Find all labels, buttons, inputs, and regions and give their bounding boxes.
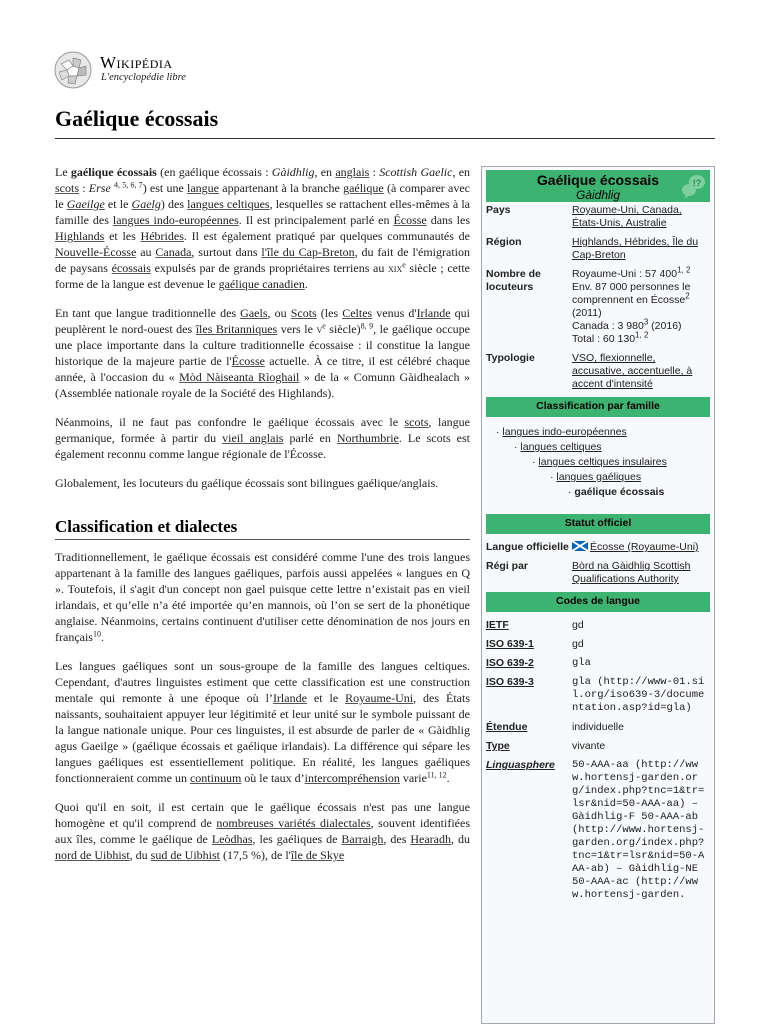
- infobox-title: Gaélique écossais: [536, 172, 660, 188]
- family-item[interactable]: langues indo-européennes: [502, 426, 627, 438]
- infobox-key: Typologie: [486, 352, 535, 364]
- speakers-ecosse: Env. 87 000 personnes le comprennent en Écosse: [572, 281, 691, 306]
- link-nord-uibhist[interactable]: nord de Uibhist: [55, 848, 130, 862]
- official-language-value[interactable]: Écosse (Royaume-Uni): [590, 541, 699, 553]
- infobox-row-locuteurs: [486, 266, 710, 350]
- family-item[interactable]: langues celtiques insulaires: [538, 456, 667, 468]
- ref-sup[interactable]: 1, 2: [677, 265, 691, 275]
- link-leodhas[interactable]: Leòdhas: [211, 832, 253, 846]
- speakers-uk: Royaume-Uni : 57 400: [572, 268, 678, 280]
- infobox-row-pays: [486, 202, 710, 234]
- speakers-total: Total : 60 130: [572, 333, 636, 345]
- infobox-value[interactable]: Highlands, Hébrides, Île du Cap-Breton: [572, 236, 699, 261]
- ref-sup[interactable]: 3: [643, 317, 649, 327]
- infobox-row-etendue: [486, 719, 710, 738]
- infobox-value: gd: [572, 619, 584, 631]
- family-item-current: gaélique écossais: [574, 486, 665, 498]
- infobox-row-iso6392: [486, 655, 710, 674]
- infobox-key: Type: [486, 740, 510, 752]
- link-hearadh[interactable]: Hearadh: [410, 832, 451, 846]
- link-ile-du-cap-breton[interactable]: l'île du Cap-Breton: [261, 245, 355, 259]
- infobox-key: Région: [486, 236, 522, 248]
- link-hebrides[interactable]: Hébrides: [140, 229, 184, 243]
- infobox-key: Régi par: [486, 560, 529, 572]
- link-langues-indo-europeennes[interactable]: langues indo-européennes: [112, 213, 239, 227]
- link-irlande[interactable]: Irlande: [416, 306, 451, 320]
- infobox-row-region: [486, 234, 710, 266]
- infobox-row-linguasphere: [486, 757, 710, 906]
- link-gaels[interactable]: Gaels: [240, 306, 268, 320]
- infobox-key: Étendue: [486, 721, 528, 733]
- infobox-header: [486, 170, 710, 202]
- link-nouvelle-ecosse[interactable]: Nouvelle-Écosse: [55, 245, 137, 259]
- infobox-key: ISO 639-2: [486, 657, 534, 669]
- infobox-row-iso6391: [486, 636, 710, 655]
- wikipedia-logo[interactable]: [53, 50, 253, 90]
- infobox-row-langue-officielle: [486, 539, 710, 558]
- paragraph-gaels: En tant que langue traditionnelle des Gaels, ou Scots (les Celtes venus d'Irlande qui peuplèrent le nord-ouest des îles Britanniques vers le $v^e$ siècle)$^{8, 9}$, le gaélique occupe une place importante dans la culture traditionnelle écossaise : il constitue la langue historique de la majeure partie de l'Écosse actuelle. À ce titre, il est célébré chaque année, à l'occasion du « Mòd Nàiseanta Rìoghail » de la « Comunn Gàidhealach » (Assemblée nationale royale de la Société des Highlands).: [55, 306, 471, 400]
- infobox-key: IETF: [486, 619, 509, 631]
- link-langue[interactable]: langue: [187, 181, 220, 195]
- link-scots-peuple[interactable]: Scots: [290, 306, 317, 320]
- infobox-row-typologie: [486, 350, 710, 395]
- infobox-key: Nombre de locuteurs: [486, 268, 541, 293]
- infobox-section-status: Statut officiel: [486, 514, 710, 534]
- link-intercomprehension[interactable]: intercompréhension: [304, 771, 400, 785]
- wikipedia-globe-icon: [53, 50, 93, 90]
- link-gaelique[interactable]: gaélique: [343, 181, 384, 195]
- link-langues-celtiques[interactable]: langues celtiques: [187, 197, 270, 211]
- link-canada[interactable]: Canada: [155, 245, 192, 259]
- paragraph-dialectes: Quoi qu'il en soit, il est certain que le gaélique écossais n'est pas une langue homogène et qu'il comprend de nombreuses variétés dialectales, souvent identifiées aux îles, comme le gaélique de Leòdhas, les gaéliques de Barraigh, des Hearadh, du nord de Uibhist, du sud de Uibhist (17,5 %), de l'île de Skye: [55, 800, 470, 862]
- infobox-row-ietf: [486, 617, 710, 636]
- link-anglais[interactable]: anglais: [335, 165, 370, 179]
- link-gaeilge[interactable]: Gaeilge: [66, 197, 105, 211]
- ref-sup[interactable]: 2: [685, 291, 690, 301]
- article-body: [55, 164, 470, 876]
- infobox-value[interactable]: VSO, flexionnelle, accusative, accentuelle, à accent d'intensité: [572, 352, 693, 390]
- link-ile-skye[interactable]: île de Skye: [290, 848, 345, 862]
- speakers-canada-year: (2016): [648, 320, 682, 332]
- ref-sup[interactable]: 1, 2: [635, 330, 649, 340]
- scotland-flag-icon: [572, 541, 588, 551]
- infobox-value: gd: [572, 638, 584, 650]
- infobox-value: [572, 265, 710, 346]
- page-title: Gaélique écossais: [55, 106, 219, 131]
- infobox-row-regi-par: [486, 558, 710, 590]
- link-ecosse-2[interactable]: Écosse: [231, 354, 265, 368]
- link-highlands[interactable]: Highlands: [55, 229, 105, 243]
- link-northumbrie[interactable]: Northumbrie: [336, 431, 399, 445]
- speech-bubble-icon: [680, 173, 706, 199]
- link-vieil-anglais[interactable]: vieil anglais: [222, 431, 284, 445]
- family-item[interactable]: langues celtiques: [520, 441, 602, 453]
- link-gaelg[interactable]: Gaelg: [131, 197, 161, 211]
- infobox-value: vivante: [572, 740, 606, 752]
- link-royaume-uni[interactable]: Royaume-Uni: [345, 691, 414, 705]
- infobox-value[interactable]: 50-AAA-aa (http://www.hortensj-garden.org/index.php?tnc=1&tr=lsr&nid=50-AAA-aa) – Gàidhlig-F 50-AAA-ab (http://www.hortensj-garden.org/index.php?tnc=1&tr=lsr&nid=50-AAA-ab) – Gàidhlig-NE 50-AAA-ac (http://www.hortensj-garden.: [572, 759, 705, 901]
- infobox-value[interactable]: gla (http://www-01.sil.org/iso639-3/documentation.asp?id=gla): [572, 676, 705, 714]
- infobox-key: ISO 639-1: [486, 638, 534, 650]
- link-barraigh[interactable]: Barraigh: [341, 832, 384, 846]
- family-tree: · langues indo-européennes · langues celtiques · langues celtiques insulaires · langues gaéliques · gaélique écossais: [496, 426, 667, 498]
- speakers-year: (2011): [572, 307, 602, 319]
- infobox-key: Linguasphere: [486, 759, 555, 771]
- link-ecosse[interactable]: Écosse: [393, 213, 427, 227]
- link-mod[interactable]: Mòd Nàiseanta Rìoghail: [179, 370, 300, 384]
- infobox-row-iso6393: [486, 674, 710, 719]
- infobox-key: Langue officielle: [486, 541, 569, 553]
- link-varietes-dialectales[interactable]: nombreuses variétés dialectales: [216, 816, 371, 830]
- paragraph-sous-groupe: Les langues gaéliques sont un sous-groupe de la famille des langues celtiques. Cependant, d'autres linguistes estiment que cette classification est une construction mentale qui remonte à une époque où l’Irlande et le Royaume-Uni, des États naissants, souhaitaient appuyer leur légitimité et leur unité sur le symbole puissant de la langue nationale unique. Pour ces linguistes, il est absurde de parler de « Gàidhlig agus Gaeilge » (gaélique écossais et gaélique irlandais). La différence qui sépare les langues gaéliques est essentiellement politique. En réalité, les langues gaéliques fonctionneraient comme un continuum où le taux d’intercompréhension varie$^{11, 12}$.: [55, 659, 471, 785]
- link-celtes[interactable]: Celtes: [342, 306, 373, 320]
- paragraph-classification: Traditionnellement, le gaélique écossais est considéré comme l'une des trois langues appartenant à la famille des langues gaéliques, parfois aussi appelées « langues en Q ». Toutefois, il s'agit d'un concept non gael puisque cette lettre n’existait pas en vieil irlandais, et qu’elle n’a été importée qu’en mannois, où l’on se sert de la phonétique anglaise. Néanmoins, certains continuent d'utiliser cette dénomination de nos jours en français$^{10}$.: [55, 550, 470, 644]
- wikipedia-tagline: L'encyclopédie libre: [101, 72, 186, 83]
- link-sud-uibhist[interactable]: sud de Uibhist: [150, 848, 221, 862]
- infobox-value: gla: [572, 657, 591, 669]
- link-ecossais[interactable]: écossais: [111, 261, 151, 275]
- link-iles-britanniques[interactable]: îles Britanniques: [195, 322, 278, 336]
- link-scots-langue[interactable]: scots: [404, 415, 429, 429]
- paragraph-intro: Le gaélique écossais (en gaélique écossais : Gàidhlig, en anglais : Scottish Gaelic, en scots : Erse $^{4, 5, 6, 7}$) est une langue appartenant à la branche gaélique (à comparer avec le Gaeilge et le Gaelg) des langues celtiques, lesquelles se rattachent elles-mêmes à la famille des langues indo-européennes. Il est principalement parlé en Écosse dans les Highlands et les Hébrides. Il est également pratiqué par quelques communautés de Nouvelle-Écosse au Canada, surtout dans l'île du Cap-Breton, du fait de l'émigration de paysans écossais expulsés par de grands propriétaires terriens au xix$^e$ siècle ; cette forme de la langue est devenue le gaélique canadien.: [55, 165, 471, 291]
- speakers-canada: Canada : 3 980: [572, 320, 644, 332]
- link-irlande-2[interactable]: Irlande: [272, 691, 307, 705]
- infobox-value[interactable]: Royaume-Uni, Canada, États-Unis, Australie: [572, 204, 682, 229]
- infobox-value[interactable]: Bòrd na Gàidhlig Scottish Qualifications Authority: [572, 560, 691, 585]
- infobox-value: [572, 541, 710, 554]
- infobox: [481, 166, 715, 1024]
- infobox-key: Pays: [486, 204, 511, 216]
- link-continuum[interactable]: continuum: [189, 771, 242, 785]
- infobox-value: individuelle: [572, 721, 624, 733]
- link-scots[interactable]: scots: [55, 181, 79, 195]
- wikipedia-wordmark: Wikipédia: [100, 53, 173, 72]
- link-gaelique-canadien[interactable]: gaélique canadien: [218, 277, 305, 291]
- infobox-key: ISO 639-3: [486, 676, 534, 688]
- svg-text:!?: !?: [692, 178, 702, 188]
- title-divider: [55, 138, 715, 139]
- infobox-row-type: [486, 738, 710, 757]
- paragraph-scots: Néanmoins, il ne faut pas confondre le gaélique écossais avec le scots, langue germanique, formée à partir du vieil anglais parlé en Northumbrie. Le scots est également reconnu comme langue régionale de l'Écosse.: [55, 415, 470, 461]
- family-item[interactable]: langues gaéliques: [556, 471, 642, 483]
- infobox-section-family: Classification par famille: [486, 397, 710, 417]
- infobox-native-name: Gàidhlig: [575, 188, 621, 202]
- paragraph-bilingues: Globalement, les locuteurs du gaélique écossais sont bilingues gaélique/anglais.: [55, 476, 439, 490]
- section-heading-classification: Classification et dialectes: [55, 519, 470, 540]
- infobox-section-codes: Codes de langue: [486, 592, 710, 612]
